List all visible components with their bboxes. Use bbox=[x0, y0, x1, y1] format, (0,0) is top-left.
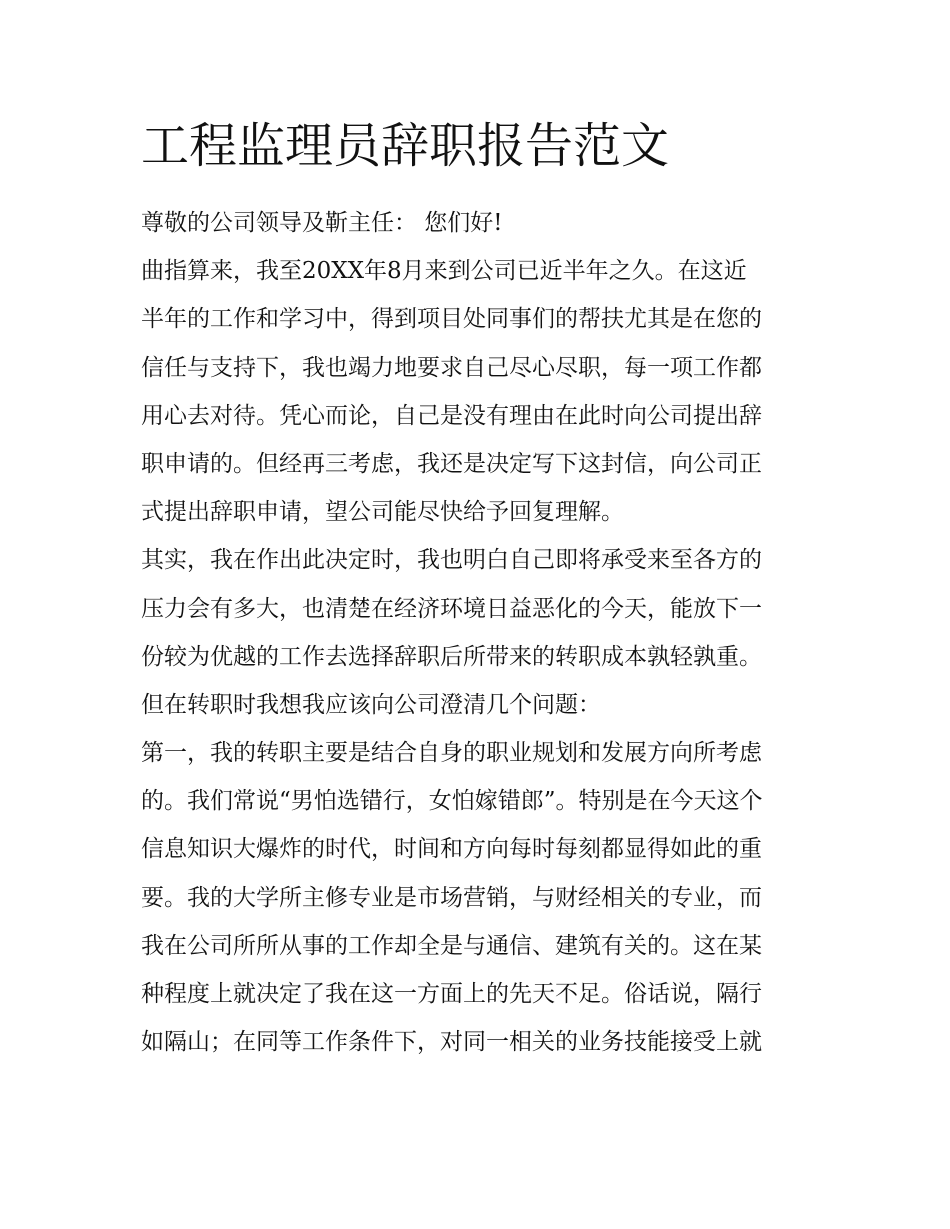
text-line: 份较为优越的工作去选择辞职后所带来的转职成本孰轻孰重。 bbox=[141, 643, 762, 670]
text-line: 职申请的。但经再三考虑，我还是决定写下这封信，向公司正 bbox=[141, 450, 762, 477]
text-line: 压力会有多大，也清楚在经济环境日益恶化的今天，能放下一 bbox=[141, 595, 762, 622]
text-line: 如隔山；在同等工作条件下，对同一相关的业务技能接受上就 bbox=[141, 1029, 762, 1056]
text-line: 信息知识大爆炸的时代，时间和方向每时每刻都显得如此的重 bbox=[141, 836, 762, 863]
text-line: 半年的工作和学习中，得到项目处同事们的帮扶尤其是在您的 bbox=[141, 306, 762, 333]
text-line: 的。我们常说“男怕选错行，女怕嫁错郎”。特别是在今天这个 bbox=[141, 788, 763, 815]
document-title: 工程监理员辞职报告范文 bbox=[141, 118, 670, 174]
text-line: 式提出辞职申请，望公司能尽快给予回复理解。 bbox=[141, 499, 624, 526]
text-line: 要。我的大学所主修专业是市场营销，与财经相关的专业，而 bbox=[141, 884, 762, 911]
text-line: 尊敬的公司领导及靳主任： 您们好! bbox=[141, 210, 503, 236]
text-line: 我在公司所所从事的工作却全是与通信、建筑有关的。这在某 bbox=[141, 932, 762, 959]
text-line: 信任与支持下，我也竭力地要求自己尽心尽职，每一项工作都 bbox=[141, 354, 762, 381]
text-line: 种程度上就决定了我在这一方面上的先天不足。俗话说，隔行 bbox=[141, 981, 762, 1007]
text-line: 但在转职时我想我应该向公司澄清几个问题： bbox=[141, 691, 601, 718]
text-line: 曲指算来，我至20XX年8月来到公司已近半年之久。在这近 bbox=[141, 258, 747, 285]
text-line: 用心去对待。凭心而论，自己是没有理由在此时向公司提出辞 bbox=[141, 402, 762, 429]
text-line: 第一，我的转职主要是结合自身的职业规划和发展方向所考虑 bbox=[141, 740, 762, 767]
document-body bbox=[141, 199, 821, 1066]
text-line: 其实，我在作出此决定时，我也明白自己即将承受来至各方的 bbox=[141, 547, 762, 574]
